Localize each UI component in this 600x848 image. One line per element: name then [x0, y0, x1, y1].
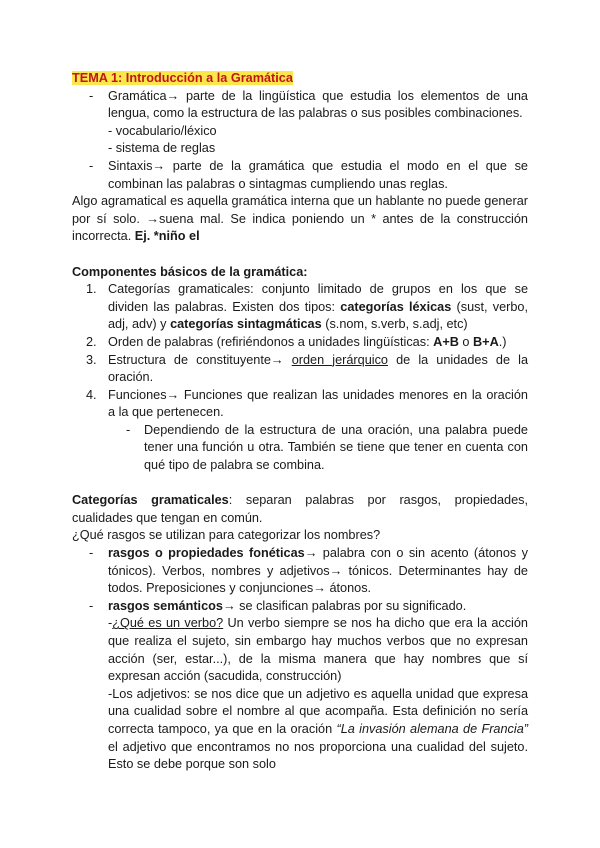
spacer [72, 475, 528, 493]
bullet-marker: - [89, 546, 94, 561]
example-text: Ej. *niño el [134, 229, 200, 244]
text-run: (s.nom, s.verb, s.adj, etc) [325, 317, 468, 332]
heading-text: Categorías gramaticales [72, 493, 229, 508]
list-item [72, 598, 528, 616]
bold-term: rasgos o propiedades fonéticas [108, 546, 305, 561]
bold-term: B+A [473, 334, 499, 349]
bold-term: A+B [433, 334, 459, 349]
bullet-marker: - [89, 598, 94, 613]
title-line [72, 70, 528, 88]
list-item [72, 158, 528, 193]
intro-list [72, 88, 528, 194]
components-heading [72, 264, 528, 282]
bold-term: categorías sintagmáticas [170, 317, 322, 332]
text-run: (sust, verbo, adj, adv) y [108, 299, 529, 332]
paragraph-text: Algo agramatical es aquella gramática interna que un hablante no puede generar por sí solo. →suena mal. Se indica poniendo un * antes de la construcción incorrecta. [72, 194, 528, 244]
list-item [72, 352, 528, 387]
categorias-paragraph [72, 492, 528, 527]
list-item [72, 387, 528, 422]
bullet-marker: - [89, 158, 94, 173]
list-item [72, 123, 528, 141]
rasgos-list [72, 545, 528, 615]
list-item-text: Sintaxis→ parte de la gramática que estudia el modo en el que se combinan las palabras o sintagmas cumpliendo unas reglas. [108, 158, 528, 191]
text-run: -Los adjetivos: se nos dice que un adjetivo es aquella unidad que expresa una cualidad sobre el nombre al que acompaña. Esta definición no sería correcta tampoco, ya que en la oración [108, 686, 528, 736]
number-marker: 1. [86, 282, 97, 297]
text-run: Funciones→ Funciones que realizan las unidades menores en la oración a la que pertenecen. [108, 387, 528, 420]
italic-quote: “La invasión alemana de Francia” [336, 721, 528, 736]
heading-text: Componentes básicos de la gramática: [72, 264, 308, 279]
spacer [72, 246, 528, 264]
number-marker: 4. [86, 387, 97, 402]
text-run: o [462, 334, 470, 349]
text-run: → palabra con o sin acento (átonos y tónicos). Verbos, nombres y adjetivos→ tónicos. Determinantes hay de todos. Preposiciones y conjunciones→ átonos. [108, 546, 528, 596]
list-item [72, 281, 528, 334]
text-run: Categorías gramaticales: conjunto limitado de grupos en los que se dividen las palabras. Existen dos tipos: [108, 282, 528, 314]
list-item [72, 422, 528, 475]
text-run: Estructura de constituyente→ [108, 352, 284, 367]
list-item [72, 334, 528, 352]
list-item [72, 545, 528, 598]
list-item-text: - vocabulario/léxico [108, 123, 217, 138]
text-run: Orden de palabras (refiriéndonos a unidades lingüísticas: [108, 334, 430, 349]
text-run: : separan palabras por rasgos, propiedades, cualidades que tengan en común. [72, 493, 528, 525]
number-marker: 3. [86, 352, 97, 367]
question-line [72, 527, 528, 545]
bullet-marker: - [126, 422, 131, 437]
components-list [72, 281, 528, 475]
text-run: de la unidades de la oración. [108, 352, 528, 385]
question-text: ¿Qué rasgos se utilizan para categorizar los nombres? [72, 528, 381, 543]
list-item [72, 140, 528, 158]
text-run: Un verbo siempre se nos ha dicho que era la acción que realiza el sujeto, sin embargo hay muchos verbos que no expresan acción (ser, estar...), de la misma manera que hay nombres que sí expresan acción (sacudida, construcción) [108, 616, 528, 684]
bold-term: categorías léxicas [340, 299, 452, 314]
document-title: TEMA 1: Introducción a la Gramática [72, 71, 293, 85]
agramatical-paragraph [72, 193, 528, 246]
number-marker: 2. [86, 334, 97, 349]
verbo-paragraph: -¿Qué es un verbo? Un verbo siempre se nos ha dicho que era la acción que realiza el sujeto, sin embargo hay muchos verbos que no expresan acción (ser, estar...), de la misma manera que hay nombres que sí expresan acción (sacudida, construcción) [108, 616, 528, 684]
bullet-marker: - [89, 88, 94, 103]
text-run: → se clasifican palabras por su significado. [222, 598, 467, 613]
list-item-text: Gramática→ parte de la lingüística que estudia los elementos de una lengua, como la estructura de las palabras o sus posibles combinaciones. [108, 88, 528, 121]
underlined-term: orden jerárquico [291, 352, 388, 367]
bold-term: rasgos semánticos [108, 598, 223, 613]
list-item-text: - sistema de reglas [108, 141, 216, 156]
list-item-text: Dependiendo de la estructura de una oración, una palabra puede tener una función u otra. También se tiene que tener en cuenta con qué tipo de palabra se combina. [144, 422, 528, 473]
list-item [72, 88, 528, 123]
text-run: .) [498, 334, 507, 349]
adjetivos-paragraph [72, 686, 528, 774]
text-run: el adjetivo que encontramos no nos proporciona una cualidad del sujeto. Esto se debe porque son solo [108, 739, 528, 772]
underlined-term: ¿Qué es un verbo? [112, 616, 224, 631]
